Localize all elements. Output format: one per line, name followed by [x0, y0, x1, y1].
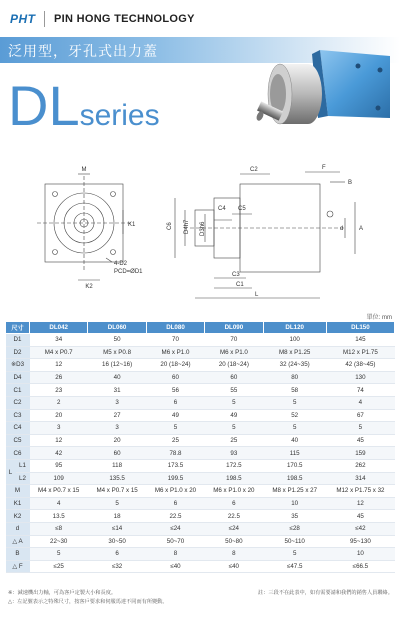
header-dl120: DL120 [263, 322, 326, 334]
table-cell: 159 [326, 447, 394, 460]
table-cell: ≤24 [146, 522, 204, 535]
table-row [6, 409, 395, 422]
table-cell: 130 [326, 371, 394, 384]
gearbox-product-image [250, 46, 395, 156]
table-cell: 12 [326, 497, 394, 510]
technical-drawings [0, 162, 400, 310]
table-cell: 8 [205, 548, 263, 561]
table-cell: ≤40 [146, 560, 204, 573]
header-dl090: DL090 [205, 322, 263, 334]
label-holes: 4-D2 [114, 261, 128, 267]
row-label: D1 [6, 334, 30, 347]
series-word: series [79, 99, 160, 132]
table-cell: 2 [30, 396, 88, 409]
table-row [6, 560, 395, 573]
table-cell: 49 [146, 409, 204, 422]
table-cell: ≤14 [88, 522, 146, 535]
table-cell: 95 [30, 459, 88, 472]
table-cell: 6 [146, 497, 204, 510]
table-cell: M6 x P1.0 [146, 346, 204, 359]
table-cell: 42 (38~45) [326, 359, 394, 372]
table-cell: M6 x P1.0 x 20 [146, 485, 204, 498]
label-k2: K2 [85, 284, 93, 290]
series-code: DL [8, 74, 80, 137]
table-cell: 6 [146, 396, 204, 409]
unit-label: 單位: mm [366, 315, 392, 321]
table-row [6, 510, 395, 523]
table-cell: 6 [88, 548, 146, 561]
row-label: C6 [6, 447, 30, 460]
spec-table-body [6, 334, 395, 573]
table-cell: 50~70 [146, 535, 204, 548]
header-dl060: DL060 [88, 322, 146, 334]
label-a: A [359, 226, 364, 232]
table-cell: 25 [146, 434, 204, 447]
label-l: L [255, 292, 259, 298]
header-dl042: DL042 [30, 322, 88, 334]
row-label: C5 [6, 434, 30, 447]
header-dl080: DL080 [146, 322, 204, 334]
table-row [6, 384, 395, 397]
table-row [6, 371, 395, 384]
table-cell: 10 [263, 497, 326, 510]
table-cell: ≤32 [88, 560, 146, 573]
label-m: M [81, 167, 87, 173]
table-cell: M4 x P0.7 [30, 346, 88, 359]
table-cell: 50~110 [263, 535, 326, 548]
table-row [6, 434, 395, 447]
table-cell: 60 [88, 447, 146, 460]
table-cell: 5 [263, 396, 326, 409]
table-cell: M12 x P1.75 [326, 346, 394, 359]
table-cell: 22.5 [205, 510, 263, 523]
table-cell: 4 [326, 396, 394, 409]
table-cell: 4 [30, 497, 88, 510]
table-cell: 12 [30, 434, 88, 447]
table-cell: 32 (24~35) [263, 359, 326, 372]
label-f: F [322, 165, 326, 171]
table-cell: 23 [30, 384, 88, 397]
table-cell: ≤42 [326, 522, 394, 535]
table-cell: ≤8 [30, 522, 88, 535]
table-cell: M8 x P1.25 [263, 346, 326, 359]
table-cell: 5 [326, 422, 394, 435]
label-c3: C3 [232, 272, 240, 278]
note-special-dims: △：左記號表示之特殊尺寸，按客戶要求和伺服馬達不同而有所變動。 [8, 599, 168, 605]
logo-divider [44, 11, 45, 27]
table-cell: ≤28 [263, 522, 326, 535]
table-cell: ≤25 [30, 560, 88, 573]
company-logo: PHT [10, 12, 36, 26]
row-label: B [6, 548, 30, 561]
table-cell: 3 [88, 396, 146, 409]
label-c4: C4 [218, 206, 226, 212]
table-cell: 5 [88, 497, 146, 510]
table-cell: 145 [326, 334, 394, 347]
table-cell: 3 [88, 422, 146, 435]
table-cell: 93 [205, 447, 263, 460]
table-cell: 31 [88, 384, 146, 397]
table-cell: 49 [205, 409, 263, 422]
label-d: d [340, 226, 344, 232]
table-cell: 45 [326, 510, 394, 523]
table-cell: 173.5 [146, 459, 204, 472]
table-cell: 78.8 [146, 447, 204, 460]
label-pcd: PCD=ØD1 [114, 269, 143, 275]
table-cell: 45 [326, 434, 394, 447]
table-cell: 5 [205, 422, 263, 435]
table-cell: 170.5 [263, 459, 326, 472]
table-cell: M6 x P1.0 [205, 346, 263, 359]
table-row [6, 334, 395, 347]
table-cell: 22~30 [30, 535, 88, 548]
table-header-row [6, 322, 395, 334]
row-label: C2 [6, 396, 30, 409]
note-custom-shaft: ※：減速機出力軸，可為客戶定製大小和長度。 [8, 590, 117, 596]
table-cell: 172.5 [205, 459, 263, 472]
table-cell: 5 [30, 548, 88, 561]
table-cell: 70 [146, 334, 204, 347]
table-cell: 50 [88, 334, 146, 347]
table-cell: 70 [205, 334, 263, 347]
table-cell: 27 [88, 409, 146, 422]
table-cell: ≤24 [205, 522, 263, 535]
table-row [6, 485, 395, 498]
row-label: D2 [6, 346, 30, 359]
table-cell: 8 [146, 548, 204, 561]
table-cell: 6 [205, 497, 263, 510]
header-dl150: DL150 [326, 322, 394, 334]
table-cell: 135.5 [88, 472, 146, 485]
table-cell: 40 [88, 371, 146, 384]
table-cell: M4 x P0.7 x 15 [30, 485, 88, 498]
label-d4h7: D4h7 [184, 219, 190, 234]
row-label: C3 [6, 409, 30, 422]
table-cell: 60 [205, 371, 263, 384]
table-cell: 5 [205, 396, 263, 409]
row-label: K1 [6, 497, 30, 510]
table-cell: M12 x P1.75 x 32 [326, 485, 394, 498]
table-cell: 118 [88, 459, 146, 472]
label-c1: C1 [236, 282, 244, 288]
table-row [6, 359, 395, 372]
header-size: 尺寸 [6, 322, 30, 334]
table-cell: 34 [30, 334, 88, 347]
row-sublabel: L2 [16, 472, 30, 485]
row-label: △ F [6, 560, 30, 573]
table-cell: 16 (12~16) [88, 359, 146, 372]
table-cell: 55 [205, 384, 263, 397]
table-cell: 5 [263, 548, 326, 561]
table-cell: 25 [205, 434, 263, 447]
row-group-label-l: L [6, 459, 16, 484]
table-cell: M8 x P1.25 x 27 [263, 485, 326, 498]
table-cell: M6 x P1.0 x 20 [205, 485, 263, 498]
table-cell: 199.5 [146, 472, 204, 485]
table-row [6, 396, 395, 409]
table-cell: 52 [263, 409, 326, 422]
table-cell: 13.5 [30, 510, 88, 523]
table-cell: 58 [263, 384, 326, 397]
table-cell: 18 [88, 510, 146, 523]
table-cell: 56 [146, 384, 204, 397]
table-row [6, 548, 395, 561]
row-label: C4 [6, 422, 30, 435]
table-row [6, 472, 395, 485]
row-label: M [6, 485, 30, 498]
table-row [6, 447, 395, 460]
row-label: △ A [6, 535, 30, 548]
table-cell: 3 [30, 422, 88, 435]
label-k1: K1 [128, 222, 136, 228]
label-d3h6: D3h6 [200, 221, 206, 236]
table-row [6, 535, 395, 548]
table-cell: 80 [263, 371, 326, 384]
header [0, 0, 400, 40]
table-cell: 12 [30, 359, 88, 372]
table-row [6, 497, 395, 510]
table-cell: 198.5 [263, 472, 326, 485]
note-contact-sales: 註：三段不在此表中，如有需要請和我們的銷售人員聯絡。 [258, 590, 393, 596]
series-title [8, 74, 160, 137]
banner-text: 泛用型，牙孔式出力蓋 [8, 43, 158, 59]
table-cell: 20 [30, 409, 88, 422]
table-cell: 100 [263, 334, 326, 347]
row-label: C1 [6, 384, 30, 397]
row-label: ※D3 [6, 359, 30, 372]
label-c2: C2 [250, 167, 258, 173]
table-cell: 109 [30, 472, 88, 485]
table-cell: 22.5 [146, 510, 204, 523]
table-cell: ≤47.5 [263, 560, 326, 573]
table-cell: 314 [326, 472, 394, 485]
table-cell: 5 [146, 422, 204, 435]
table-cell: 35 [263, 510, 326, 523]
table-cell: 26 [30, 371, 88, 384]
table-cell: 67 [326, 409, 394, 422]
spec-table [5, 321, 395, 573]
table-cell: 262 [326, 459, 394, 472]
label-c6: C6 [167, 222, 173, 230]
table-row [6, 522, 395, 535]
table-cell: 50~80 [205, 535, 263, 548]
table-cell: 40 [263, 434, 326, 447]
table-cell: 115 [263, 447, 326, 460]
table-row [6, 422, 395, 435]
table-cell: 20 (18~24) [146, 359, 204, 372]
table-cell: 42 [30, 447, 88, 460]
table-cell: 60 [146, 371, 204, 384]
table-cell: 198.5 [205, 472, 263, 485]
table-cell: ≤40 [205, 560, 263, 573]
table-cell: 20 [88, 434, 146, 447]
table-cell: ≤66.5 [326, 560, 394, 573]
table-cell: 30~50 [88, 535, 146, 548]
table-cell: 95~130 [326, 535, 394, 548]
table-cell: 74 [326, 384, 394, 397]
label-c5: C5 [238, 206, 246, 212]
label-b: B [348, 180, 353, 186]
row-label: d [6, 522, 30, 535]
table-cell: M4 x P0.7 x 15 [88, 485, 146, 498]
table-cell: 10 [326, 548, 394, 561]
table-row [6, 346, 395, 359]
row-label: D4 [6, 371, 30, 384]
row-label: K2 [6, 510, 30, 523]
table-cell: 20 (18~24) [205, 359, 263, 372]
company-name: PIN HONG TECHNOLOGY [54, 13, 195, 25]
row-sublabel: L1 [16, 459, 30, 472]
table-row [6, 459, 395, 472]
table-cell: M5 x P0.8 [88, 346, 146, 359]
table-cell: 5 [263, 422, 326, 435]
